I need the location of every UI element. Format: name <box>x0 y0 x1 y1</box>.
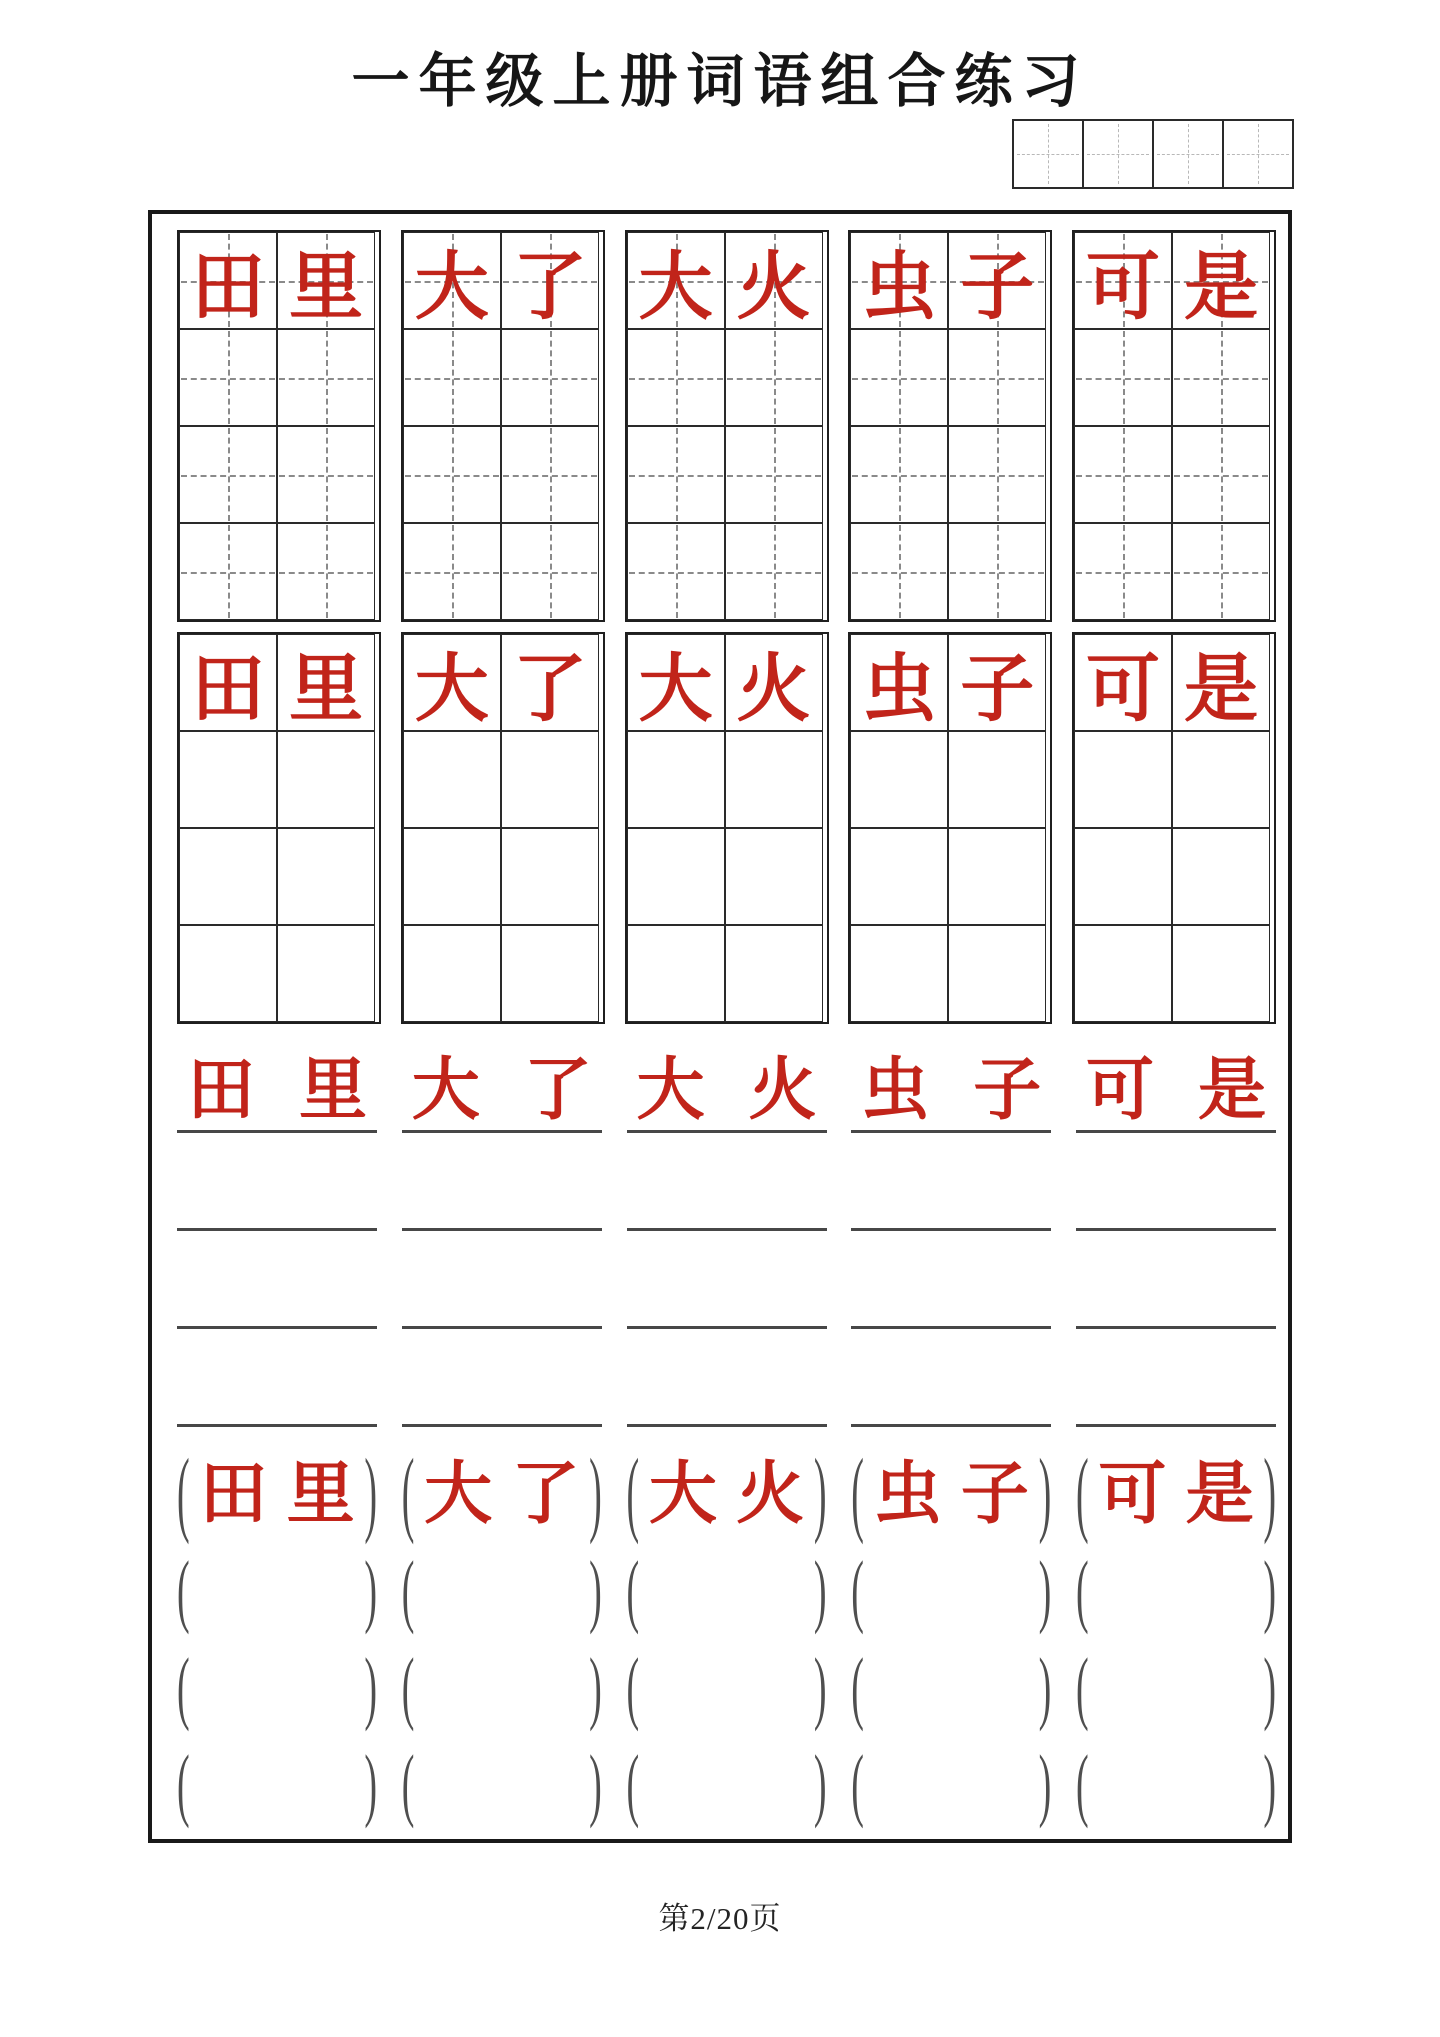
sample-character: 田 <box>187 1052 256 1128</box>
close-paren: ) <box>364 1545 377 1636</box>
example-cell <box>1074 634 1172 731</box>
practice-parens <box>851 1736 1051 1833</box>
open-paren: ( <box>851 1642 864 1733</box>
practice-cell <box>627 731 725 828</box>
sample-character: 大 <box>648 1455 717 1532</box>
sample-character: 火 <box>736 1455 805 1532</box>
sample-character: 可 <box>1098 1455 1167 1532</box>
word-block-keshi <box>1076 1035 1276 1427</box>
word-block-tianli <box>177 1441 377 1833</box>
word-block-dale <box>401 1441 602 1833</box>
practice-parens <box>851 1542 1051 1639</box>
practice-cell <box>277 329 375 426</box>
practice-cell <box>1172 329 1270 426</box>
practice-cell <box>277 731 375 828</box>
practice-cell <box>850 731 948 828</box>
practice-parens <box>177 1639 377 1736</box>
example-cell <box>179 232 277 329</box>
practice-cell <box>850 426 948 523</box>
open-paren: ( <box>401 1545 415 1636</box>
sample-character: 里 <box>289 648 363 731</box>
close-paren: ) <box>1263 1545 1276 1636</box>
example-line <box>402 1035 602 1133</box>
practice-cell <box>725 426 823 523</box>
open-paren: ( <box>177 1642 190 1733</box>
practice-cell <box>501 828 599 925</box>
practice-line <box>851 1231 1051 1329</box>
close-paren: ) <box>589 1441 602 1546</box>
example-line <box>627 1035 827 1133</box>
close-paren: ) <box>1038 1642 1052 1733</box>
practice-cell <box>403 828 501 925</box>
example-parens <box>626 1441 827 1546</box>
example-cell <box>277 634 375 731</box>
practice-cell <box>501 426 599 523</box>
practice-cell <box>1172 828 1270 925</box>
open-paren: ( <box>1076 1642 1089 1733</box>
example-parens <box>1076 1441 1276 1546</box>
practice-parens <box>627 1736 827 1833</box>
word-block-dahuo <box>625 230 829 622</box>
example-cell <box>627 232 725 329</box>
word-block-keshi <box>1072 632 1276 1024</box>
open-paren: ( <box>626 1545 640 1636</box>
practice-line <box>402 1329 602 1427</box>
practice-line <box>851 1329 1051 1427</box>
close-paren: ) <box>364 1441 377 1546</box>
word-block-dahuo <box>627 1035 827 1427</box>
practice-parens <box>1076 1736 1276 1833</box>
practice-cell <box>277 426 375 523</box>
sample-character: 火 <box>748 1052 817 1128</box>
practice-cell <box>277 925 375 1022</box>
example-line <box>1076 1035 1276 1133</box>
word-block-chongzi <box>848 632 1052 1024</box>
practice-cell <box>627 828 725 925</box>
practice-cell <box>725 523 823 620</box>
sample-character: 大 <box>414 648 489 731</box>
example-parens <box>851 1441 1052 1546</box>
close-paren: ) <box>1263 1441 1276 1546</box>
example-line <box>177 1035 377 1133</box>
open-paren: ( <box>401 1739 415 1830</box>
open-paren: ( <box>1076 1545 1089 1636</box>
word-block-chongzi <box>851 1035 1051 1427</box>
practice-line <box>402 1133 602 1231</box>
practice-parens <box>1076 1639 1276 1736</box>
open-paren: ( <box>851 1441 864 1546</box>
close-paren: ) <box>364 1739 377 1830</box>
sample-character: 可 <box>1086 1052 1155 1128</box>
practice-cell <box>1172 426 1270 523</box>
sample-character: 了 <box>512 246 587 329</box>
practice-parens <box>177 1542 377 1639</box>
practice-cell <box>948 523 1046 620</box>
sample-character: 子 <box>973 1052 1042 1128</box>
example-parens <box>401 1441 602 1546</box>
practice-cell <box>1074 523 1172 620</box>
practice-cell <box>850 329 948 426</box>
close-paren: ) <box>364 1642 377 1733</box>
sample-character: 大 <box>638 246 713 329</box>
practice-cell <box>725 731 823 828</box>
example-cell <box>179 634 277 731</box>
practice-cell <box>1172 731 1270 828</box>
sample-character: 大 <box>414 246 489 329</box>
example-cell <box>850 232 948 329</box>
practice-parens <box>402 1542 602 1639</box>
practice-cell <box>403 329 501 426</box>
sample-character: 里 <box>286 1455 355 1532</box>
sample-character: 虫 <box>862 246 937 329</box>
open-paren: ( <box>626 1739 640 1830</box>
example-cell <box>403 634 501 731</box>
practice-cell <box>850 828 948 925</box>
practice-cell <box>627 523 725 620</box>
sample-character: 子 <box>960 648 1035 731</box>
sample-character: 子 <box>960 246 1035 329</box>
open-paren: ( <box>851 1739 864 1830</box>
name-box-cell <box>1152 121 1222 187</box>
word-block-tianli <box>177 230 381 622</box>
example-cell <box>501 634 599 731</box>
word-block-tianli <box>177 632 381 1024</box>
word-block-dale <box>401 230 605 622</box>
practice-line <box>1076 1133 1276 1231</box>
practice-cell <box>179 426 277 523</box>
sample-character: 田 <box>191 648 265 731</box>
example-line <box>851 1035 1051 1133</box>
example-cell <box>850 634 948 731</box>
example-cell <box>725 634 823 731</box>
practice-parens <box>851 1639 1051 1736</box>
close-paren: ) <box>589 1642 602 1733</box>
worksheet-frame <box>148 210 1292 1843</box>
close-paren: ) <box>813 1739 827 1830</box>
sample-character: 大 <box>424 1455 493 1532</box>
practice-parens <box>402 1639 602 1736</box>
open-paren: ( <box>626 1441 640 1546</box>
close-paren: ) <box>813 1545 827 1636</box>
word-block-dale <box>401 632 605 1024</box>
practice-cell <box>501 925 599 1022</box>
sample-character: 是 <box>1185 1455 1254 1532</box>
close-paren: ) <box>1263 1739 1276 1830</box>
practice-line <box>177 1133 377 1231</box>
example-cell <box>1074 232 1172 329</box>
example-cell <box>501 232 599 329</box>
practice-cell <box>1074 828 1172 925</box>
open-paren: ( <box>177 1441 190 1546</box>
section-underline <box>152 1035 1288 1427</box>
word-block-dale <box>402 1035 602 1427</box>
word-block-dahuo <box>625 632 829 1024</box>
practice-cell <box>501 523 599 620</box>
practice-cell <box>403 925 501 1022</box>
practice-cell <box>725 828 823 925</box>
sample-character: 火 <box>736 648 811 731</box>
practice-line <box>627 1133 827 1231</box>
example-cell <box>948 634 1046 731</box>
practice-cell <box>627 426 725 523</box>
practice-cell <box>850 925 948 1022</box>
practice-cell <box>501 731 599 828</box>
practice-parens <box>402 1736 602 1833</box>
practice-line <box>627 1329 827 1427</box>
close-paren: ) <box>1038 1545 1052 1636</box>
sample-character: 田 <box>199 1455 268 1532</box>
practice-cell <box>1172 925 1270 1022</box>
practice-cell <box>725 925 823 1022</box>
word-block-keshi <box>1076 1441 1276 1833</box>
sample-character: 里 <box>289 246 363 329</box>
sample-character: 了 <box>523 1052 592 1128</box>
practice-cell <box>403 426 501 523</box>
sample-character: 虫 <box>873 1455 942 1532</box>
practice-line <box>402 1231 602 1329</box>
word-block-tianli <box>177 1035 377 1427</box>
practice-line <box>1076 1231 1276 1329</box>
close-paren: ) <box>1038 1739 1052 1830</box>
open-paren: ( <box>1076 1739 1089 1830</box>
section-tianzige-dashed <box>152 230 1288 622</box>
open-paren: ( <box>851 1545 864 1636</box>
sample-character: 大 <box>411 1052 480 1128</box>
word-block-keshi <box>1072 230 1276 622</box>
practice-cell <box>850 523 948 620</box>
example-cell <box>277 232 375 329</box>
word-block-chongzi <box>848 230 1052 622</box>
practice-cell <box>1074 329 1172 426</box>
sample-character: 是 <box>1184 246 1258 329</box>
name-box-cell <box>1222 121 1292 187</box>
sample-character: 大 <box>636 1052 705 1128</box>
practice-cell <box>277 828 375 925</box>
sample-character: 虫 <box>862 648 937 731</box>
page-number: 第2/20页 <box>658 1901 782 1936</box>
name-box-cell <box>1082 121 1152 187</box>
open-paren: ( <box>177 1739 190 1830</box>
practice-cell <box>501 329 599 426</box>
sample-character: 可 <box>1086 648 1160 731</box>
practice-line <box>851 1133 1051 1231</box>
open-paren: ( <box>626 1642 640 1733</box>
practice-line <box>1076 1329 1276 1427</box>
close-paren: ) <box>589 1739 602 1830</box>
close-paren: ) <box>813 1642 827 1733</box>
sample-character: 火 <box>736 246 811 329</box>
name-box-cell <box>1014 121 1082 187</box>
section-parentheses <box>152 1441 1288 1833</box>
practice-cell <box>179 925 277 1022</box>
sample-character: 大 <box>638 648 713 731</box>
example-cell <box>948 232 1046 329</box>
example-cell <box>627 634 725 731</box>
section-plain-grid <box>152 632 1288 1024</box>
practice-cell <box>179 329 277 426</box>
example-cell <box>1172 634 1270 731</box>
open-paren: ( <box>401 1441 415 1546</box>
sample-character: 了 <box>511 1455 580 1532</box>
close-paren: ) <box>589 1545 602 1636</box>
sample-character: 是 <box>1197 1052 1266 1128</box>
sample-character: 里 <box>298 1052 367 1128</box>
page-title: 一年级上册词语组合练习 <box>351 49 1089 114</box>
open-paren: ( <box>401 1642 415 1733</box>
close-paren: ) <box>1038 1441 1052 1546</box>
sample-character: 是 <box>1184 648 1258 731</box>
practice-cell <box>1172 523 1270 620</box>
sample-character: 可 <box>1086 246 1160 329</box>
sample-character: 田 <box>191 246 265 329</box>
open-paren: ( <box>1076 1441 1089 1546</box>
practice-cell <box>627 329 725 426</box>
sample-character: 子 <box>960 1455 1029 1532</box>
practice-parens <box>1076 1542 1276 1639</box>
sample-character: 了 <box>512 648 587 731</box>
practice-cell <box>1074 731 1172 828</box>
example-cell <box>725 232 823 329</box>
practice-cell <box>948 925 1046 1022</box>
name-writing-box <box>1012 119 1294 189</box>
example-parens <box>177 1441 377 1546</box>
practice-cell <box>1074 426 1172 523</box>
example-cell <box>1172 232 1270 329</box>
practice-cell <box>179 731 277 828</box>
practice-cell <box>403 523 501 620</box>
practice-line <box>177 1231 377 1329</box>
practice-cell <box>277 523 375 620</box>
sample-character: 虫 <box>861 1052 930 1128</box>
close-paren: ) <box>813 1441 827 1546</box>
practice-parens <box>627 1542 827 1639</box>
practice-cell <box>627 925 725 1022</box>
practice-cell <box>725 329 823 426</box>
practice-line <box>627 1231 827 1329</box>
practice-parens <box>177 1736 377 1833</box>
practice-cell <box>948 426 1046 523</box>
practice-line <box>177 1329 377 1427</box>
practice-cell <box>948 731 1046 828</box>
example-cell <box>403 232 501 329</box>
practice-cell <box>1074 925 1172 1022</box>
open-paren: ( <box>177 1545 190 1636</box>
practice-cell <box>179 523 277 620</box>
close-paren: ) <box>1263 1642 1276 1733</box>
practice-cell <box>179 828 277 925</box>
practice-cell <box>948 329 1046 426</box>
practice-cell <box>948 828 1046 925</box>
word-block-dahuo <box>626 1441 827 1833</box>
practice-cell <box>403 731 501 828</box>
word-block-chongzi <box>851 1441 1052 1833</box>
practice-parens <box>627 1639 827 1736</box>
